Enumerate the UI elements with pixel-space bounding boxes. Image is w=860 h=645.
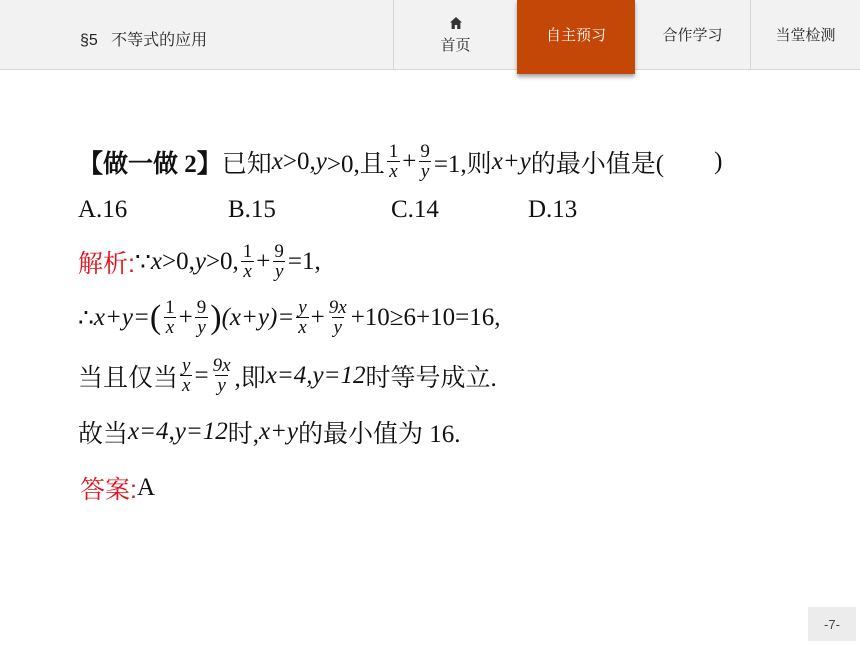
tab-preview[interactable] bbox=[517, 0, 635, 74]
fraction-y-over-x: $\frac{y}{x}$ bbox=[298, 297, 307, 338]
option-a: A.16 bbox=[78, 196, 128, 223]
problem-text: >0, bbox=[282, 147, 316, 175]
tab-cooperative-label: 合作学习 bbox=[662, 27, 723, 44]
problem-text: 已知 bbox=[221, 150, 272, 178]
fraction-9-over-y: $\frac{9}{y}$ bbox=[420, 141, 430, 182]
fraction-1-over-x: $\frac{1}{x}$ bbox=[388, 141, 399, 182]
tab-in-class-check[interactable] bbox=[750, 0, 860, 70]
fraction-y-over-x: $\frac{y}{x}$ bbox=[182, 355, 191, 396]
var-y: y bbox=[315, 147, 327, 175]
answer-value: A bbox=[136, 474, 156, 501]
slide-content bbox=[0, 70, 860, 645]
solution-line-4: 故当 x=4,y=12 时, x+y 的最小值为 16. bbox=[78, 418, 461, 448]
plus-sign: + bbox=[402, 147, 417, 175]
problem-text: >0,且 bbox=[326, 150, 385, 178]
nav-home-label: 首页 bbox=[440, 36, 471, 54]
problem-text: =1,则 bbox=[433, 150, 492, 178]
fraction-1-over-x: $\frac{1}{x}$ bbox=[242, 241, 253, 282]
problem-tag: 【做一做 2】 bbox=[78, 150, 222, 178]
fraction-9x-over-y: $\frac{9x}{y}$ bbox=[328, 297, 347, 338]
section-title: §5 不等式的应用 bbox=[80, 32, 208, 49]
therefore-symbol: ∴ bbox=[78, 304, 94, 332]
fraction-9-over-y: $\frac{9}{y}$ bbox=[274, 241, 284, 282]
solution-line-1: 解析: ∵ x >0, y >0, $\frac{1}{x}$ + $\frac{9}{y}$ =1, bbox=[78, 241, 321, 282]
home-icon bbox=[449, 16, 463, 30]
tab-preview-label: 自主预习 bbox=[545, 27, 606, 44]
page-number: -7- bbox=[808, 607, 856, 641]
top-navigation-bar bbox=[0, 0, 860, 70]
solution-label: 解析: bbox=[78, 249, 135, 278]
problem-close-paren: ) bbox=[714, 147, 723, 175]
answer-label: 答案: bbox=[80, 476, 137, 504]
solution-line-2: ∴ x+y= ( $\frac{1}{x}$ + $\frac{9}{y}$ ) (x+y)= $\frac{y}{x}$ + $\frac{9x}{y}$ +10≥6+10=16, bbox=[78, 297, 501, 338]
answer-line bbox=[80, 470, 155, 506]
tab-cooperative-learning[interactable] bbox=[635, 0, 750, 70]
solution-line-3: 当且仅当 $\frac{y}{x}$ = $\frac{9x}{y}$ ,即 x=4,y=12 时等号成立. bbox=[78, 355, 497, 396]
option-c: C.14 bbox=[391, 196, 439, 223]
option-d: D.13 bbox=[528, 196, 578, 223]
nav-home-button[interactable] bbox=[393, 0, 517, 70]
problem-statement bbox=[78, 142, 722, 181]
fraction-9x-over-y: $\frac{9x}{y}$ bbox=[212, 355, 231, 396]
expr-x-plus-y: x+y bbox=[491, 147, 531, 175]
option-b: B.15 bbox=[228, 196, 276, 223]
because-symbol: ∵ bbox=[134, 248, 151, 276]
var-x: x bbox=[271, 147, 283, 175]
problem-question: 的最小值是( bbox=[530, 150, 665, 178]
tab-check-label: 当堂检测 bbox=[775, 27, 836, 44]
